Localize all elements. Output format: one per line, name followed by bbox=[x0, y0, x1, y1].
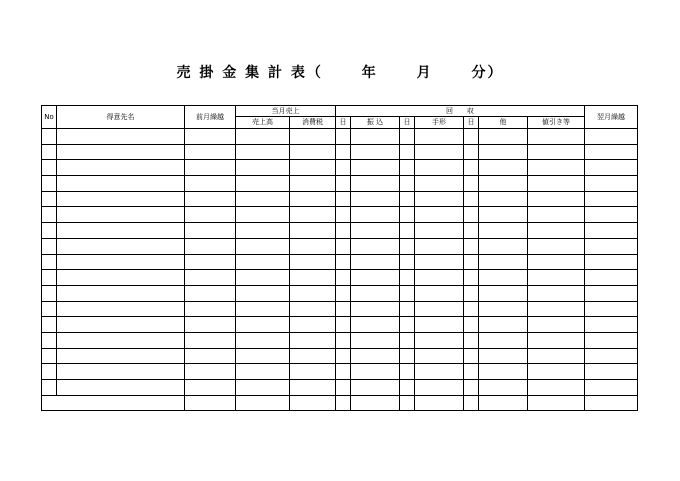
table-cell[interactable] bbox=[464, 144, 479, 160]
table-cell[interactable] bbox=[479, 332, 528, 348]
table-cell[interactable] bbox=[351, 191, 400, 207]
table-cell[interactable] bbox=[351, 395, 400, 411]
table-cell[interactable] bbox=[528, 207, 585, 223]
table-cell[interactable] bbox=[464, 160, 479, 176]
table-row bbox=[42, 348, 638, 364]
table-cell[interactable] bbox=[479, 144, 528, 160]
table-cell[interactable] bbox=[336, 191, 351, 207]
table-row bbox=[42, 254, 638, 270]
table-cell[interactable] bbox=[236, 380, 290, 396]
table-cell[interactable] bbox=[351, 207, 400, 223]
table-cell[interactable] bbox=[479, 270, 528, 286]
table-cell[interactable] bbox=[585, 317, 638, 333]
table-cell[interactable] bbox=[236, 317, 290, 333]
table-cell[interactable] bbox=[57, 348, 185, 364]
table-cell[interactable] bbox=[351, 176, 400, 192]
table-cell[interactable] bbox=[585, 129, 638, 145]
header-other: 他 bbox=[479, 117, 528, 129]
table-cell[interactable] bbox=[479, 238, 528, 254]
table-cell[interactable] bbox=[415, 317, 464, 333]
table-row bbox=[42, 191, 638, 207]
table-cell[interactable] bbox=[528, 285, 585, 301]
table-cell[interactable] bbox=[290, 207, 336, 223]
table-cell[interactable] bbox=[290, 144, 336, 160]
table-cell[interactable] bbox=[464, 364, 479, 380]
table-cell[interactable] bbox=[42, 254, 57, 270]
table-cell[interactable] bbox=[42, 380, 57, 396]
table-cell[interactable] bbox=[464, 317, 479, 333]
table-cell[interactable] bbox=[400, 191, 415, 207]
table-cell[interactable] bbox=[57, 301, 185, 317]
header-transfer: 振 込 bbox=[351, 117, 400, 129]
table-cell[interactable] bbox=[415, 380, 464, 396]
table-cell[interactable] bbox=[415, 144, 464, 160]
table-cell[interactable] bbox=[336, 144, 351, 160]
table-cell[interactable] bbox=[400, 317, 415, 333]
table-cell[interactable] bbox=[415, 176, 464, 192]
table-cell[interactable] bbox=[400, 223, 415, 239]
table-cell[interactable] bbox=[185, 364, 236, 380]
table-cell[interactable] bbox=[415, 254, 464, 270]
table-cell[interactable] bbox=[42, 270, 57, 286]
table-cell[interactable] bbox=[290, 160, 336, 176]
table-cell[interactable] bbox=[528, 191, 585, 207]
table-cell[interactable] bbox=[185, 144, 236, 160]
table-cell[interactable] bbox=[185, 223, 236, 239]
table-cell[interactable] bbox=[57, 380, 185, 396]
table-cell[interactable] bbox=[351, 144, 400, 160]
table-cell[interactable] bbox=[236, 176, 290, 192]
header-consumption-tax: 消費税 bbox=[290, 117, 336, 129]
table-cell[interactable] bbox=[42, 223, 57, 239]
table-cell[interactable] bbox=[42, 395, 185, 411]
table-cell[interactable] bbox=[528, 364, 585, 380]
table-cell[interactable] bbox=[585, 254, 638, 270]
table-cell[interactable] bbox=[585, 223, 638, 239]
table-cell[interactable] bbox=[464, 332, 479, 348]
table-cell[interactable] bbox=[400, 254, 415, 270]
table-row bbox=[42, 207, 638, 223]
table-cell[interactable] bbox=[400, 285, 415, 301]
total-row bbox=[42, 395, 638, 411]
table-cell[interactable] bbox=[236, 191, 290, 207]
table-cell[interactable] bbox=[464, 191, 479, 207]
table-cell[interactable] bbox=[400, 176, 415, 192]
table-cell[interactable] bbox=[479, 380, 528, 396]
table-cell[interactable] bbox=[479, 348, 528, 364]
table-cell[interactable] bbox=[290, 129, 336, 145]
table-cell[interactable] bbox=[336, 380, 351, 396]
table-row bbox=[42, 301, 638, 317]
table-cell[interactable] bbox=[528, 332, 585, 348]
table-cell[interactable] bbox=[336, 317, 351, 333]
table-cell[interactable] bbox=[42, 238, 57, 254]
table-cell[interactable] bbox=[236, 129, 290, 145]
table-cell[interactable] bbox=[336, 364, 351, 380]
table-cell[interactable] bbox=[42, 317, 57, 333]
table-cell[interactable] bbox=[528, 317, 585, 333]
table-row bbox=[42, 285, 638, 301]
table-cell[interactable] bbox=[585, 395, 638, 411]
table-cell[interactable] bbox=[415, 270, 464, 286]
table-row bbox=[42, 332, 638, 348]
table-cell[interactable] bbox=[585, 380, 638, 396]
table-cell[interactable] bbox=[351, 270, 400, 286]
table-cell[interactable] bbox=[290, 332, 336, 348]
table-cell[interactable] bbox=[585, 160, 638, 176]
table-row bbox=[42, 176, 638, 192]
table-row bbox=[42, 317, 638, 333]
table-cell[interactable] bbox=[415, 207, 464, 223]
header-collection: 回 収 bbox=[336, 106, 585, 117]
table-cell[interactable] bbox=[585, 364, 638, 380]
table-row bbox=[42, 160, 638, 176]
table-cell[interactable] bbox=[400, 301, 415, 317]
table-cell[interactable] bbox=[415, 395, 464, 411]
table-cell[interactable] bbox=[415, 129, 464, 145]
header-next-balance: 翌月繰越 bbox=[585, 106, 638, 129]
table-cell[interactable] bbox=[185, 270, 236, 286]
header-no: No bbox=[42, 106, 57, 129]
table-cell[interactable] bbox=[400, 395, 415, 411]
table-cell[interactable] bbox=[585, 176, 638, 192]
table-cell[interactable] bbox=[479, 285, 528, 301]
table-cell[interactable] bbox=[479, 301, 528, 317]
table-cell[interactable] bbox=[528, 223, 585, 239]
table-cell[interactable] bbox=[290, 191, 336, 207]
table-cell[interactable] bbox=[415, 348, 464, 364]
table-row bbox=[42, 380, 638, 396]
header-customer: 得意先名 bbox=[57, 106, 185, 129]
table-cell[interactable] bbox=[236, 348, 290, 364]
table-cell[interactable] bbox=[415, 223, 464, 239]
table-body bbox=[42, 129, 638, 411]
table-cell[interactable] bbox=[185, 332, 236, 348]
table-cell[interactable] bbox=[528, 395, 585, 411]
table-cell[interactable] bbox=[57, 332, 185, 348]
table-cell[interactable] bbox=[57, 364, 185, 380]
table-cell[interactable] bbox=[351, 238, 400, 254]
table-cell[interactable] bbox=[42, 176, 57, 192]
table-cell[interactable] bbox=[236, 301, 290, 317]
table-cell[interactable] bbox=[336, 207, 351, 223]
table-cell[interactable] bbox=[351, 160, 400, 176]
table-cell[interactable] bbox=[185, 238, 236, 254]
table-cell[interactable] bbox=[400, 348, 415, 364]
table-cell[interactable] bbox=[479, 395, 528, 411]
table-cell[interactable] bbox=[57, 254, 185, 270]
table-cell[interactable] bbox=[479, 317, 528, 333]
table-cell[interactable] bbox=[42, 348, 57, 364]
table-cell[interactable] bbox=[290, 176, 336, 192]
table-row bbox=[42, 364, 638, 380]
table-cell[interactable] bbox=[585, 270, 638, 286]
table-cell[interactable] bbox=[479, 207, 528, 223]
header-discount: 値引き等 bbox=[528, 117, 585, 129]
table-cell[interactable] bbox=[400, 380, 415, 396]
table-cell[interactable] bbox=[400, 160, 415, 176]
table-cell[interactable] bbox=[479, 191, 528, 207]
table-cell[interactable] bbox=[236, 364, 290, 380]
table-cell[interactable] bbox=[236, 285, 290, 301]
table-cell[interactable] bbox=[528, 238, 585, 254]
table-cell[interactable] bbox=[236, 270, 290, 286]
table-cell[interactable] bbox=[336, 270, 351, 286]
table-cell[interactable] bbox=[236, 332, 290, 348]
header-prev-balance: 前月繰越 bbox=[185, 106, 236, 129]
table-cell[interactable] bbox=[528, 144, 585, 160]
table-cell[interactable] bbox=[415, 332, 464, 348]
table-cell[interactable] bbox=[290, 238, 336, 254]
table-cell[interactable] bbox=[336, 301, 351, 317]
table-cell[interactable] bbox=[185, 207, 236, 223]
table-cell[interactable] bbox=[42, 364, 57, 380]
table-cell[interactable] bbox=[351, 129, 400, 145]
table-cell[interactable] bbox=[336, 129, 351, 145]
table-cell[interactable] bbox=[528, 254, 585, 270]
table-cell[interactable] bbox=[57, 191, 185, 207]
table-cell[interactable] bbox=[57, 144, 185, 160]
table-cell[interactable] bbox=[236, 207, 290, 223]
table-cell[interactable] bbox=[185, 380, 236, 396]
table-cell[interactable] bbox=[336, 223, 351, 239]
table-cell[interactable] bbox=[464, 395, 479, 411]
table-cell[interactable] bbox=[479, 160, 528, 176]
table-cell[interactable] bbox=[400, 144, 415, 160]
table-cell[interactable] bbox=[290, 364, 336, 380]
table-cell[interactable] bbox=[57, 207, 185, 223]
table-cell[interactable] bbox=[236, 144, 290, 160]
table-cell[interactable] bbox=[351, 317, 400, 333]
table-cell[interactable] bbox=[585, 348, 638, 364]
table-cell[interactable] bbox=[464, 380, 479, 396]
table-cell[interactable] bbox=[185, 160, 236, 176]
table-cell[interactable] bbox=[464, 223, 479, 239]
table-cell[interactable] bbox=[400, 207, 415, 223]
table-cell[interactable] bbox=[57, 160, 185, 176]
table-cell[interactable] bbox=[290, 285, 336, 301]
table-cell[interactable] bbox=[415, 285, 464, 301]
table-cell[interactable] bbox=[400, 364, 415, 380]
header-bill: 手形 bbox=[415, 117, 464, 129]
table-cell[interactable] bbox=[185, 395, 236, 411]
table-cell[interactable] bbox=[415, 238, 464, 254]
table-cell[interactable] bbox=[464, 207, 479, 223]
table-cell[interactable] bbox=[290, 223, 336, 239]
table-cell[interactable] bbox=[528, 129, 585, 145]
table-cell[interactable] bbox=[415, 301, 464, 317]
table-cell[interactable] bbox=[528, 380, 585, 396]
table-cell[interactable] bbox=[528, 301, 585, 317]
table-cell[interactable] bbox=[464, 254, 479, 270]
table-cell[interactable] bbox=[290, 301, 336, 317]
table-row bbox=[42, 238, 638, 254]
table-cell[interactable] bbox=[290, 380, 336, 396]
table-cell[interactable] bbox=[336, 395, 351, 411]
table-cell[interactable] bbox=[400, 238, 415, 254]
table-cell[interactable] bbox=[464, 285, 479, 301]
table-cell[interactable] bbox=[185, 254, 236, 270]
header-day: 日 bbox=[336, 117, 351, 129]
table-cell[interactable] bbox=[351, 332, 400, 348]
table-cell[interactable] bbox=[464, 301, 479, 317]
table-cell[interactable] bbox=[57, 317, 185, 333]
receivables-table bbox=[41, 105, 638, 411]
table-cell[interactable] bbox=[351, 285, 400, 301]
table-cell[interactable] bbox=[351, 380, 400, 396]
table-row bbox=[42, 129, 638, 145]
table-cell[interactable] bbox=[236, 254, 290, 270]
table-cell[interactable] bbox=[415, 191, 464, 207]
table-cell[interactable] bbox=[57, 129, 185, 145]
table-cell[interactable] bbox=[336, 348, 351, 364]
table-cell[interactable] bbox=[585, 238, 638, 254]
header-current-sales: 当月売上 bbox=[236, 106, 336, 117]
table-cell[interactable] bbox=[42, 207, 57, 223]
table-cell[interactable] bbox=[236, 223, 290, 239]
table-cell[interactable] bbox=[479, 129, 528, 145]
table-cell[interactable] bbox=[400, 129, 415, 145]
table-cell[interactable] bbox=[464, 176, 479, 192]
table-cell[interactable] bbox=[336, 176, 351, 192]
table-cell[interactable] bbox=[528, 270, 585, 286]
table-cell[interactable] bbox=[236, 238, 290, 254]
table-cell[interactable] bbox=[42, 301, 57, 317]
table-cell[interactable] bbox=[336, 160, 351, 176]
table-cell[interactable] bbox=[464, 270, 479, 286]
table-cell[interactable] bbox=[351, 301, 400, 317]
table-cell[interactable] bbox=[57, 176, 185, 192]
table-cell[interactable] bbox=[336, 254, 351, 270]
table-cell[interactable] bbox=[290, 254, 336, 270]
table-cell[interactable] bbox=[464, 348, 479, 364]
header-day: 日 bbox=[464, 117, 479, 129]
table-cell[interactable] bbox=[290, 348, 336, 364]
table-cell[interactable] bbox=[528, 348, 585, 364]
table-cell[interactable] bbox=[185, 285, 236, 301]
page-title: 売 掛 金 集 計 表（ 年 月 分） bbox=[176, 65, 504, 81]
table-cell[interactable] bbox=[42, 160, 57, 176]
table-cell[interactable] bbox=[185, 129, 236, 145]
table-cell[interactable] bbox=[585, 285, 638, 301]
table-cell[interactable] bbox=[351, 364, 400, 380]
table-cell[interactable] bbox=[290, 317, 336, 333]
table-cell[interactable] bbox=[464, 129, 479, 145]
table-cell[interactable] bbox=[585, 144, 638, 160]
table-cell[interactable] bbox=[42, 144, 57, 160]
table-cell[interactable] bbox=[585, 332, 638, 348]
table-cell[interactable] bbox=[415, 364, 464, 380]
table-cell[interactable] bbox=[585, 207, 638, 223]
table-row bbox=[42, 144, 638, 160]
table-cell[interactable] bbox=[185, 301, 236, 317]
table-cell[interactable] bbox=[336, 332, 351, 348]
table-cell[interactable] bbox=[57, 285, 185, 301]
table-cell[interactable] bbox=[236, 160, 290, 176]
table-cell[interactable] bbox=[42, 285, 57, 301]
table-cell[interactable] bbox=[42, 191, 57, 207]
table-cell[interactable] bbox=[479, 364, 528, 380]
table-cell[interactable] bbox=[57, 270, 185, 286]
table-cell[interactable] bbox=[415, 160, 464, 176]
table-cell[interactable] bbox=[585, 301, 638, 317]
table-cell[interactable] bbox=[42, 332, 57, 348]
table-cell[interactable] bbox=[290, 395, 336, 411]
table-cell[interactable] bbox=[400, 332, 415, 348]
table-cell[interactable] bbox=[479, 254, 528, 270]
table-cell[interactable] bbox=[57, 223, 185, 239]
table-cell[interactable] bbox=[185, 317, 236, 333]
table-cell[interactable] bbox=[57, 238, 185, 254]
table-cell[interactable] bbox=[185, 348, 236, 364]
table-cell[interactable] bbox=[42, 129, 57, 145]
table-cell[interactable] bbox=[479, 223, 528, 239]
table-cell[interactable] bbox=[336, 285, 351, 301]
header-day: 日 bbox=[400, 117, 415, 129]
table-cell[interactable] bbox=[351, 254, 400, 270]
table-cell[interactable] bbox=[236, 395, 290, 411]
table-cell[interactable] bbox=[185, 176, 236, 192]
table-cell[interactable] bbox=[351, 348, 400, 364]
table-cell[interactable] bbox=[585, 191, 638, 207]
table-cell[interactable] bbox=[528, 176, 585, 192]
table-cell[interactable] bbox=[479, 176, 528, 192]
table-cell[interactable] bbox=[351, 223, 400, 239]
table-cell[interactable] bbox=[290, 270, 336, 286]
table-cell[interactable] bbox=[528, 160, 585, 176]
header-sales-amount: 売上高 bbox=[236, 117, 290, 129]
table-cell[interactable] bbox=[400, 270, 415, 286]
table-cell[interactable] bbox=[185, 191, 236, 207]
table-cell[interactable] bbox=[336, 238, 351, 254]
table-cell[interactable] bbox=[464, 238, 479, 254]
table-row bbox=[42, 223, 638, 239]
table-row bbox=[42, 270, 638, 286]
